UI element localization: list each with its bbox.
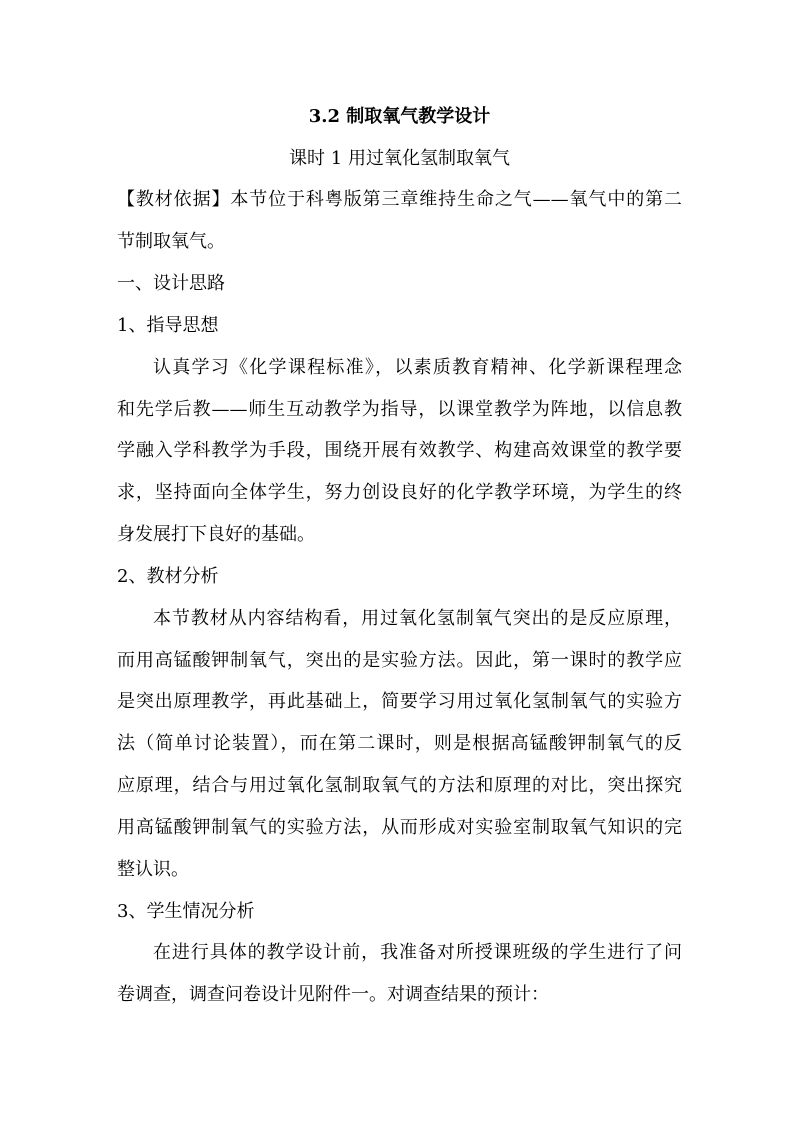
sub-2-line-7: 整认识。	[117, 859, 189, 880]
sub-1-line-2: 和先学后教——师生互动教学为指导，以课堂教学为阵地，以信息教	[117, 399, 682, 420]
sub-2-heading: 2、教材分析	[117, 566, 219, 587]
sub-2-line-1: 本节教材从内容结构看，用过氧化氢制氧气突出的是反应原理，	[153, 608, 682, 629]
basis-line-2: 节制取氧气。	[117, 231, 225, 252]
sub-3-heading: 3、学生情况分析	[117, 901, 255, 922]
sub-2-line-5: 应原理，结合与用过氧化氢制取氧气的方法和原理的对比，突出探究	[117, 775, 682, 796]
sub-3-line-2: 卷调查，调查问卷设计见附件一。对调查结果的预计：	[117, 984, 549, 1005]
document-subtitle: 课时 1 用过氧化氢制取氧气	[289, 148, 510, 169]
basis-line-1: 【教材依据】本节位于科粤版第三章维持生命之气——氧气中的第二	[117, 189, 682, 210]
sub-2-line-3: 是突出原理教学，再此基础上，简要学习用过氧化氢制氧气的实验方	[117, 691, 682, 712]
sub-2-line-2: 而用高锰酸钾制氧气，突出的是实验方法。因此，第一课时的教学应	[117, 650, 682, 671]
document-title: 3.2 制取氧气教学设计	[308, 106, 491, 127]
sub-3-line-1: 在进行具体的教学设计前，我准备对所授课班级的学生进行了问	[153, 942, 682, 963]
sub-2-line-4: 法（简单讨论装置），而在第二课时，则是根据高锰酸钾制氧气的反	[117, 733, 682, 754]
sub-1-line-1: 认真学习《化学课程标准》，以素质教育精神、化学新课程理念	[153, 357, 682, 378]
sub-1-line-4: 求，坚持面向全体学生，努力创设良好的化学教学环境，为学生的终	[117, 482, 682, 503]
sub-2-line-6: 用高锰酸钾制氧气的实验方法，从而形成对实验室制取氧气知识的完	[117, 817, 682, 838]
sub-1-line-3: 学融入学科教学为手段，围绕开展有效教学、构建高效课堂的教学要	[117, 440, 682, 461]
section-1-heading: 一、设计思路	[117, 273, 225, 294]
sub-1-heading: 1、指导思想	[117, 315, 219, 336]
sub-1-line-5: 身发展打下良好的基础。	[117, 524, 315, 545]
